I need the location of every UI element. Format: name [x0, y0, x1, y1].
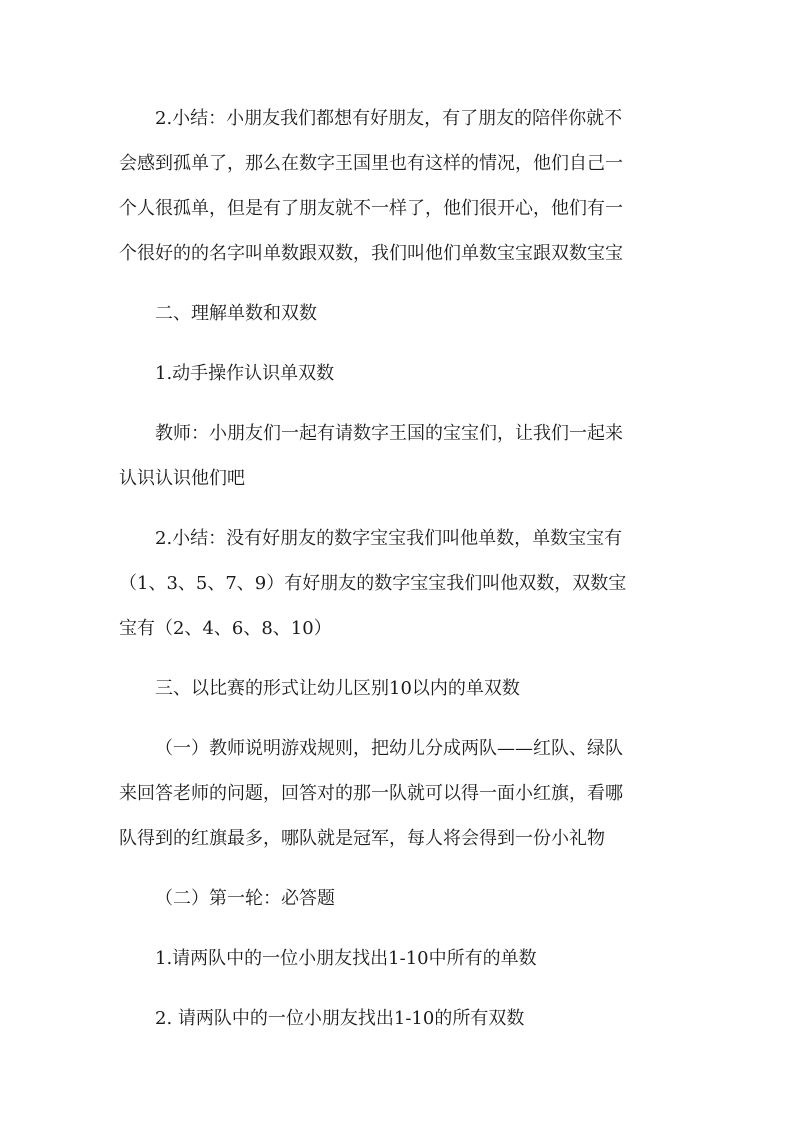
text-line: 1.请两队中的一位小朋友找出1-10中所有的单数 [155, 948, 537, 969]
text-line: 个很好的的名字叫单数跟双数，我们叫他们单数宝宝跟双数宝宝 [119, 243, 623, 264]
paragraph-game-rules [119, 726, 679, 861]
text-line: 2. 请两队中的一位小朋友找出1-10的所有双数 [155, 1008, 525, 1029]
subheading-round-one [119, 876, 679, 921]
text-line: 来回答老师的问题，回答对的那一队就可以得一面小红旗，看哪 [119, 783, 623, 804]
text-line: 教师：小朋友们一起有请数字王国的宝宝们，让我们一起来 [155, 423, 623, 444]
subheading-hands-on [119, 351, 679, 396]
text-line: 会感到孤单了，那么在数字王国里也有这样的情况，他们自己一 [119, 153, 623, 174]
text-line: 认识认识他们吧 [119, 468, 245, 489]
text-line: （一）教师说明游戏规则，把幼儿分成两队——红队、绿队 [155, 738, 623, 759]
text-line: 2.小结：没有好朋友的数字宝宝我们叫他单数，单数宝宝有 [155, 528, 623, 549]
list-item-odd-question [119, 936, 679, 981]
list-item-even-question [119, 996, 679, 1041]
paragraph-summary-friends [119, 96, 679, 276]
heading-text: 1.动手操作认识单双数 [155, 363, 335, 384]
text-line: 宝有（2、4、6、8、10） [119, 618, 332, 639]
heading-text: 三、以比赛的形式让幼儿区别10以内的单双数 [155, 678, 520, 699]
text-line: 队得到的红旗最多，哪队就是冠军，每人将会得到一份小礼物 [119, 828, 605, 849]
text-line: 2.小结：小朋友我们都想有好朋友，有了朋友的陪伴你就不 [155, 108, 623, 129]
text-line: （1、3、5、7、9）有好朋友的数字宝宝我们叫他双数，双数宝 [119, 573, 627, 594]
paragraph-summary-odd-even [119, 516, 679, 651]
section-heading-3 [119, 666, 679, 711]
section-heading-2 [119, 291, 679, 336]
text-line: 个人很孤单，但是有了朋友就不一样了，他们很开心，他们有一 [119, 198, 623, 219]
paragraph-teacher-intro [119, 411, 679, 501]
heading-text: 二、理解单数和双数 [155, 303, 317, 324]
heading-text: （二）第一轮：必答题 [155, 888, 335, 909]
document-body [119, 96, 679, 1041]
